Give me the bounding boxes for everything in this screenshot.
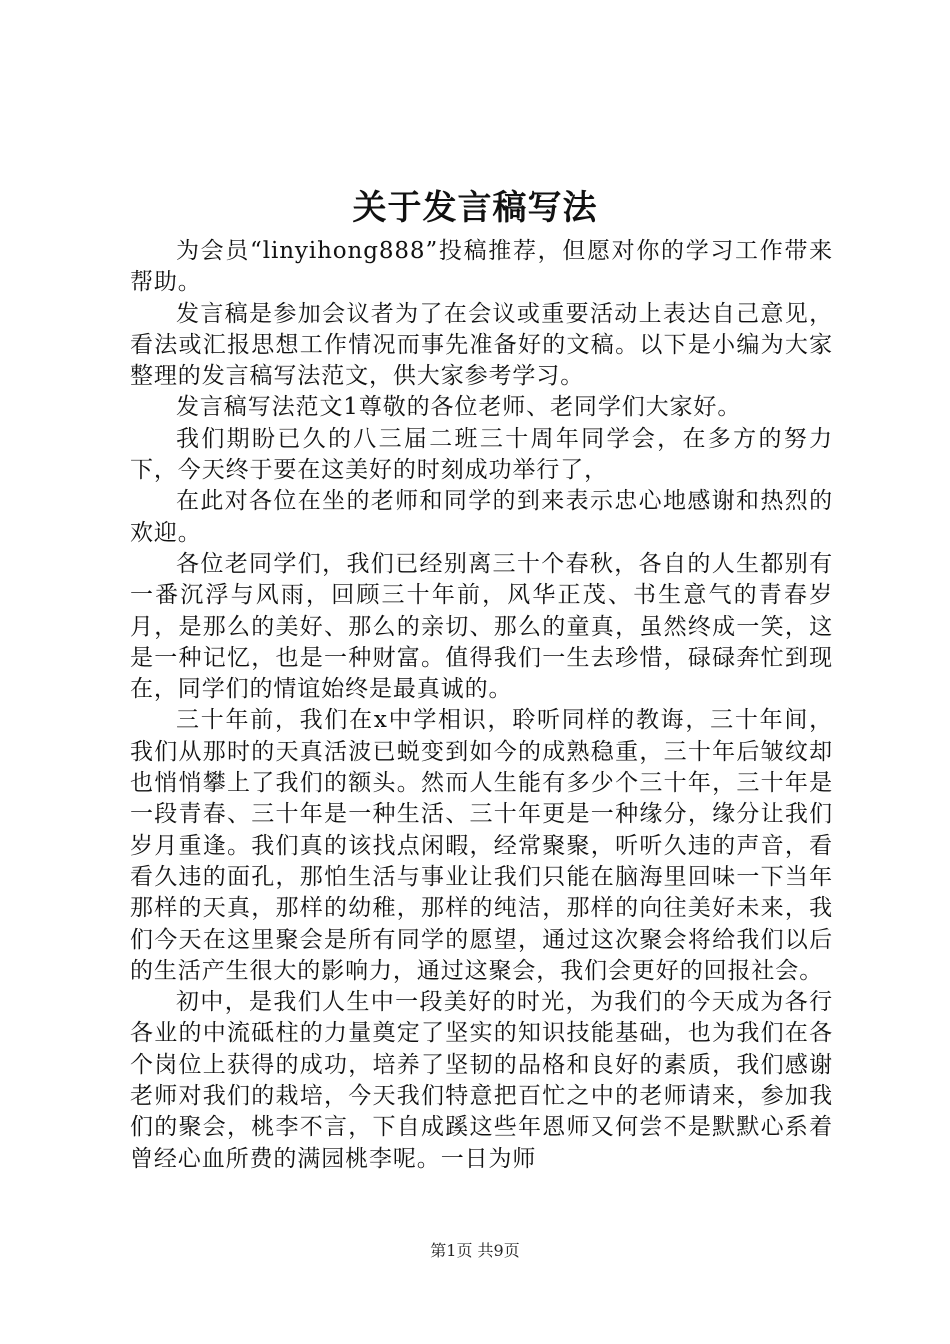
document-body	[130, 236, 833, 1175]
paragraph: 发言稿写法范文1尊敬的各位老师、老同学们大家好。	[176, 394, 742, 421]
page-number-footer: 第1页 共9页	[430, 1241, 520, 1260]
paragraph: 发言稿是参加会议者为了在会议或重要活动上表达自己意见，看法或汇报思想工作情况而事先准备好的文稿。以下是小编为大家整理的发言稿写法范文，供大家参考学习。	[130, 300, 833, 390]
paragraph: 为会员“linyihong888”投稿推荐，但愿对你的学习工作带来帮助。	[130, 238, 833, 296]
paragraph: 各位老同学们，我们已经别离三十个春秋，各自的人生都别有一番沉浮与风雨，回顾三十年前，风华正茂、书生意气的青春岁月，是那么的美好、那么的亲切、那么的童真，虽然终成一笑，这是一种记忆，也是一种财富。值得我们一生去珍惜，碌碌奔忙到现在，同学们的情谊始终是最真诚的。	[130, 550, 833, 703]
paragraph: 三十年前，我们在x中学相识，聆听同样的教诲，三十年间，我们从那时的天真活波已蜕变到如今的成熟稳重，三十年后皱纹却也悄悄攀上了我们的额头。然而人生能有多少个三十年，三十年是一段青春、三十年是一种生活、三十年更是一种缘分，缘分让我们岁月重逢。我们真的该找点闲暇，经常聚聚，听听久违的声音，看看久违的面孔，那怕生活与事业让我们只能在脑海里回味一下当年那样的天真，那样的幼稚，那样的纯洁，那样的向往美好未来，我们今天在这里聚会是所有同学的愿望，通过这次聚会将给我们以后的生活产生很大的影响力，通过这聚会，我们会更好的回报社会。	[130, 707, 833, 984]
paragraph: 初中，是我们人生中一段美好的时光，为我们的今天成为各行各业的中流砥柱的力量奠定了坚实的知识技能基础，也为我们在各个岗位上获得的成功，培养了坚韧的品格和良好的素质，我们感谢老师对我们的栽培，今天我们特意把百忙之中的老师请来，参加我们的聚会，桃李不言，下自成蹊这些年恩师又何尝不是默默心系着曾经心血所费的满园桃李呢。一日为师	[130, 989, 833, 1172]
document-title: 关于发言稿写法	[352, 188, 598, 228]
paragraph: 在此对各位在坐的老师和同学的到来表示忠心地感谢和热烈的欢迎。	[130, 488, 833, 546]
paragraph: 我们期盼已久的八三届二班三十周年同学会，在多方的努力下，今天终于要在这美好的时刻成功举行了，	[130, 425, 833, 484]
